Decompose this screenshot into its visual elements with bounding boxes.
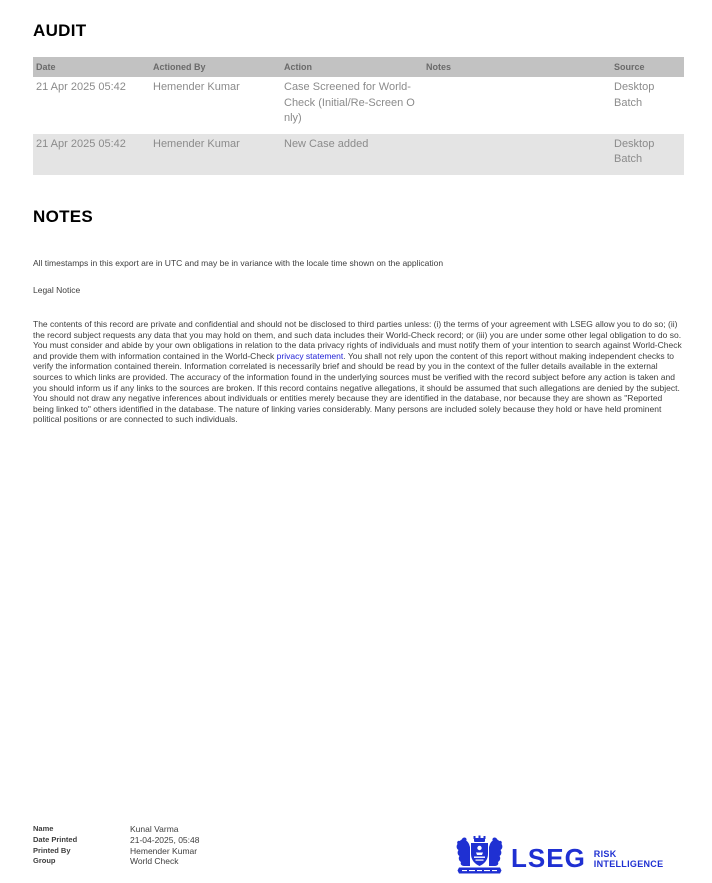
risk-intelligence-text: [594, 849, 664, 870]
cell-notes: [423, 77, 611, 134]
lseg-logo: [456, 835, 663, 881]
table-row: [33, 77, 684, 134]
cell-date: 21 Apr 2025 05:42: [36, 81, 126, 93]
column-header-source: Source: [611, 57, 684, 77]
legal-notice-text: [33, 319, 684, 425]
column-header-notes: Notes: [423, 57, 611, 77]
legal-notice-label: Legal Notice: [33, 285, 81, 295]
audit-table-header-row: [33, 57, 684, 77]
division-line-intelligence: INTELLIGENCE: [593, 859, 664, 869]
legal-text-before-link: The contents of this record are private and confidential and should not be disclosed to third parties unless: (i) the terms of your agreement with LSEG allow you to do so; (ii) the record subject requests any data that you may hold on them, and such data includes their World-Check record; or (iii) you are under some other legal obligation to do so. You must consider and abide by your own obligations in relation to the data privacy rights of individuals and must notify them of your intention to search against World-Check and provide them with information contained in the World-Check: [33, 319, 682, 361]
audit-section-title: AUDIT: [33, 21, 87, 40]
privacy-statement-link[interactable]: privacy statement: [276, 350, 344, 361]
field-value-group: World Check: [130, 856, 179, 867]
field-label-printed-by: Printed By: [33, 845, 71, 855]
notes-section-title: NOTES: [33, 207, 94, 226]
cell-action: New Case added: [281, 134, 423, 175]
legal-text-after-link: . You shall not rely upon the content of this report without making independent checks to verify the information contained therein. Information correlated is necessarily brief and should be read by you in the context of the fuller details available in the external sources to which links are provided. The accuracy of the information found in the underlying sources must be verified with the record subject before any action is taken and you should inform us if any links to the sources are broken. If this record contains negative allegations, it should be assumed that such allegations are denied by the subject. You should not draw any negative inferences about individuals or entities merely because they are identified in the database, nor because they are shown as "Reported being linked to" others identified in the database. The nature of linking varies considerably. Many persons are included solely because they hold or have held prominent political positions or are connected to such individuals.: [33, 350, 680, 425]
column-header-date: Date: [33, 57, 150, 77]
table-row: [33, 134, 684, 175]
cell-date: 21 Apr 2025 05:42: [33, 134, 150, 175]
lseg-crest-icon: [456, 835, 503, 881]
cell-actioned-by: Hemender Kumar: [153, 81, 240, 93]
cell-notes: [423, 134, 611, 175]
field-label-group: Group: [33, 856, 56, 866]
timestamp-disclaimer: All timestamps in this export are in UTC and may be in variance with the locale time shown on the application: [33, 258, 444, 268]
column-header-actioned-by: Actioned By: [150, 57, 281, 77]
cell-source: Desktop Batch: [614, 81, 655, 109]
cell-actioned-by: Hemender Kumar: [150, 134, 281, 175]
lseg-brand-text: LSEG: [511, 842, 586, 873]
division-line-risk: RISK: [593, 848, 617, 859]
column-header-action: Action: [281, 57, 423, 77]
cell-action: Case Screened for World-Check (Initial/Re-Screen Only): [284, 81, 415, 124]
audit-table: [33, 57, 684, 175]
field-value-printed-by: Hemender Kumar: [130, 845, 198, 856]
field-value-date-printed: 21-04-2025, 05:48: [130, 834, 200, 845]
cell-source: Desktop Batch: [611, 134, 684, 175]
field-label-date-printed: Date Printed: [33, 834, 78, 844]
field-label-name: Name: [33, 824, 54, 833]
print-metadata: [33, 824, 199, 867]
field-value-name: Kunal Varma: [130, 824, 179, 834]
